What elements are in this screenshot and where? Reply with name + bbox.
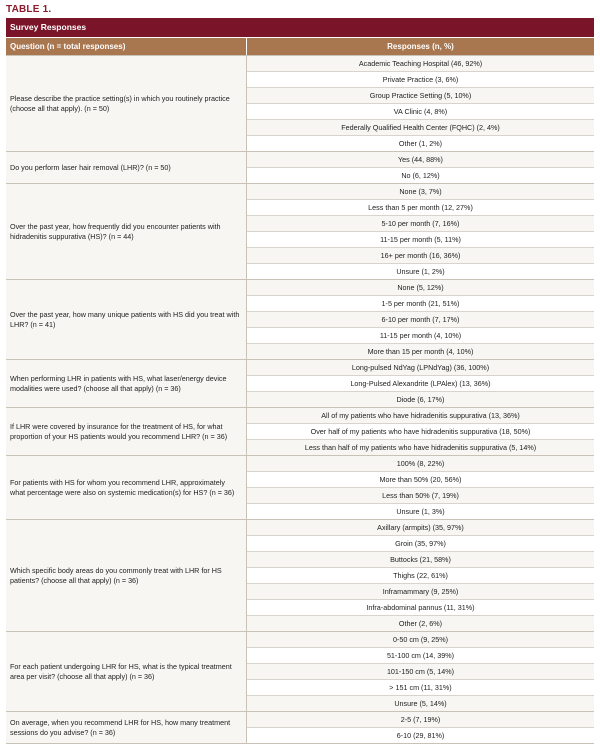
response-cell: Yes (44, 88%) (247, 152, 594, 167)
question-group (6, 183, 594, 279)
question-group (6, 279, 594, 359)
response-cell: Inframammary (9, 25%) (247, 583, 594, 599)
answers-column (247, 56, 594, 151)
answers-column (247, 280, 594, 359)
question-group (6, 359, 594, 407)
question-group (6, 151, 594, 183)
answers-column (247, 520, 594, 631)
response-cell: Less than 50% (7, 19%) (247, 487, 594, 503)
question-group (6, 631, 594, 711)
response-cell: Diode (6, 17%) (247, 391, 594, 407)
answers-column (247, 360, 594, 407)
header-responses: Responses (n, %) (387, 42, 454, 51)
response-cell: Other (2, 6%) (247, 615, 594, 631)
response-cell: None (5, 12%) (247, 280, 594, 295)
response-cell: 2-5 (7, 19%) (247, 712, 594, 727)
question-cell: Which specific body areas do you commonly treat with LHR for HS patients? (choose all that apply) (n = 36) (6, 520, 247, 631)
response-cell: 6-10 per month (7, 17%) (247, 311, 594, 327)
answers-column (247, 712, 594, 743)
answers-column (247, 152, 594, 183)
question-group (6, 711, 594, 743)
response-cell: Private Practice (3, 6%) (247, 71, 594, 87)
response-cell: Groin (35, 97%) (247, 535, 594, 551)
response-cell: More than 50% (20, 56%) (247, 471, 594, 487)
answers-column (247, 632, 594, 711)
response-cell: Group Practice Setting (5, 10%) (247, 87, 594, 103)
question-cell: On average, when you recommend LHR for HS, how many treatment sessions do you advise? (n = 36) (6, 712, 247, 743)
response-cell: 6-10 (29, 81%) (247, 727, 594, 743)
response-cell: Thighs (22, 61%) (247, 567, 594, 583)
survey-table (6, 18, 594, 744)
answers-column (247, 456, 594, 519)
response-cell: Unsure (5, 14%) (247, 695, 594, 711)
response-cell: Less than 5 per month (12, 27%) (247, 199, 594, 215)
response-cell: 11-15 per month (5, 11%) (247, 231, 594, 247)
response-cell: 11-15 per month (4, 10%) (247, 327, 594, 343)
response-cell: Over half of my patients who have hidradenitis suppurativa (18, 50%) (247, 423, 594, 439)
table-header (6, 37, 594, 55)
response-cell: Unsure (1, 3%) (247, 503, 594, 519)
header-question: Question (n = total responses) (6, 38, 247, 55)
table-body (6, 55, 594, 743)
question-group (6, 519, 594, 631)
question-cell: If LHR were covered by insurance for the treatment of HS, for what proportion of your HS patients would you recommend LHR? (n = 36) (6, 408, 247, 455)
response-cell: 16+ per month (16, 36%) (247, 247, 594, 263)
response-cell: 5-10 per month (7, 16%) (247, 215, 594, 231)
response-cell: No (6, 12%) (247, 167, 594, 183)
response-cell: Other (1, 2%) (247, 135, 594, 151)
response-cell: Buttocks (21, 58%) (247, 551, 594, 567)
response-cell: Infra-abdominal pannus (11, 31%) (247, 599, 594, 615)
question-group (6, 407, 594, 455)
response-cell: Axillary (armpits) (35, 97%) (247, 520, 594, 535)
response-cell: Long-Pulsed Alexandrite (LPAlex) (13, 36%) (247, 375, 594, 391)
response-cell: None (3, 7%) (247, 184, 594, 199)
response-cell: Unsure (1, 2%) (247, 263, 594, 279)
question-cell: For patients with HS for whom you recommend LHR, approximately what percentage were also on systemic medication(s) for HS? (n = 36) (6, 456, 247, 519)
response-cell: 0-50 cm (9, 25%) (247, 632, 594, 647)
response-cell: Federally Qualified Health Center (FQHC) (2, 4%) (247, 119, 594, 135)
response-cell: 100% (8, 22%) (247, 456, 594, 471)
response-cell: Long-pulsed NdYag (LPNdYag) (36, 100%) (247, 360, 594, 375)
response-cell: Academic Teaching Hospital (46, 92%) (247, 56, 594, 71)
question-cell: When performing LHR in patients with HS, what laser/energy device modalities were used? (choose all that apply) (n = 36) (6, 360, 247, 407)
response-cell: Less than half of my patients who have hidradenitis suppurativa (5, 14%) (247, 439, 594, 455)
response-cell: All of my patients who have hidradenitis suppurativa (13, 36%) (247, 408, 594, 423)
table-label: TABLE 1. (6, 4, 52, 15)
question-group (6, 55, 594, 151)
response-cell: 101-150 cm (5, 14%) (247, 663, 594, 679)
question-cell: Do you perform laser hair removal (LHR)? (n = 50) (6, 152, 247, 183)
table-title: Survey Responses (6, 18, 594, 37)
question-cell: Over the past year, how frequently did you encounter patients with hidradenitis suppurativa (HS)? (n = 44) (6, 184, 247, 279)
response-cell: > 151 cm (11, 31%) (247, 679, 594, 695)
response-cell: 1-5 per month (21, 51%) (247, 295, 594, 311)
response-cell: 51-100 cm (14, 39%) (247, 647, 594, 663)
answers-column (247, 184, 594, 279)
question-cell: For each patient undergoing LHR for HS, what is the typical treatment area per visit? (choose all that apply) (n = 36) (6, 632, 247, 711)
response-cell: More than 15 per month (4, 10%) (247, 343, 594, 359)
question-cell: Over the past year, how many unique patients with HS did you treat with LHR? (n = 41) (6, 280, 247, 359)
question-cell: Please describe the practice setting(s) in which you routinely practice (choose all that apply). (n = 50) (6, 56, 247, 151)
question-group (6, 455, 594, 519)
answers-column (247, 408, 594, 455)
response-cell: VA Clinic (4, 8%) (247, 103, 594, 119)
